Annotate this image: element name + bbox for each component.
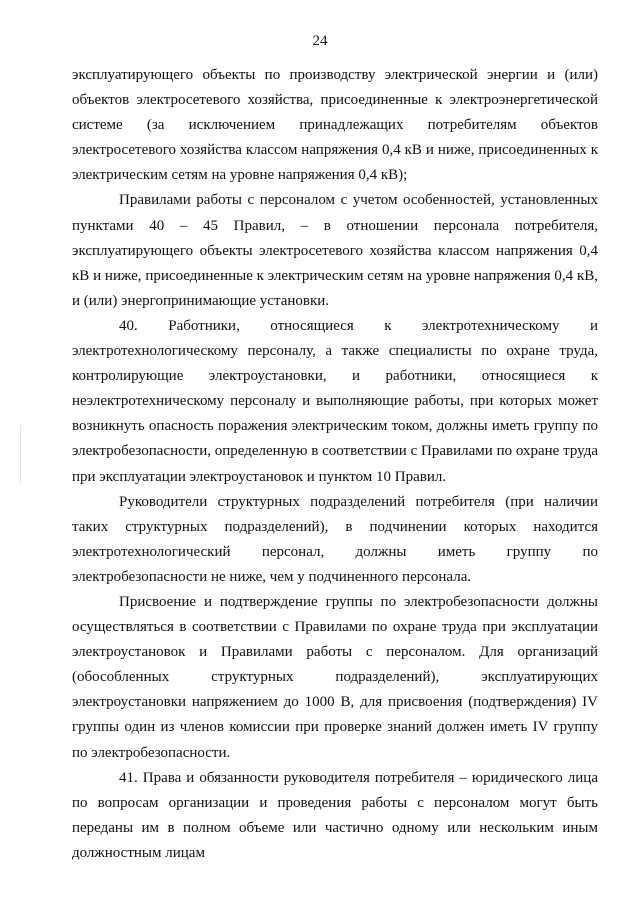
paragraph-group-assignment: Присвоение и подтверждение группы по электробезопасности должны осуществляться в соответствии с Правилами по охране труда при эксплуатации электроустановок и Правилами работы с персоналом. Для организаций (обособленных структурных подразделений), эксплуатирующих электроустановки напряжением до 1000 В, для присвоения (подтверждения) IV группы один из членов комиссии при проверке знаний должен иметь IV группу по электробезопасности. [72,593,598,761]
document-body [72,63,598,866]
scan-margin-mark [20,425,21,485]
paragraph-continuation: эксплуатирующего объекты по производству электрической энергии и (или) объектов электросетевого хозяйства, присоединенные к электроэнергетической системе (за исключением принадлежащих потребителям объектов электросетевого хозяйства классом напряжения 0,4 кВ и ниже, присоединенных к электрическим сетям на уровне напряжения 0,4 кВ); [72,67,598,184]
paragraph-rules-personnel: Правилами работы с персоналом с учетом особенностей, установленных пунктами 40 – 45 Правил, – в отношении персонала потребителя, эксплуатирующего объекты электросетевого хозяйства классом напряжения 0,4 кВ и ниже, присоединенные к электрическим сетям на уровне напряжения 0,4 кВ, и (или) энергопринимающие установки. [72,192,598,309]
page-number: 24 [312,33,328,49]
paragraph-heads-of-divisions: Руководители структурных подразделений потребителя (при наличии таких структурных подразделений), в подчинении которых находится электротехнологический персонал, должны иметь группу по электробезопасности не ниже, чем у подчиненного персонала. [72,493,598,585]
paragraph-item-40: 40. Работники, относящиеся к электротехническому и электротехнологическому персоналу, а также специалисты по охране труда, контролирующие электроустановки, и работники, относящиеся к неэлектротехническому персоналу и выполняющие работы, при которых может возникнуть опасность поражения электрическим током, должны иметь группу по электробезопасности, определенную в соответствии с Правилами по охране труда при эксплуатации электроустановок и пунктом 10 Правил. [72,317,598,485]
paragraph-item-41: 41. Права и обязанности руководителя потребителя – юридического лица по вопросам организации и проведения работы с персоналом могут быть переданы им в полном объеме или частично одному или нескольким иным должностным лицам [72,769,598,861]
